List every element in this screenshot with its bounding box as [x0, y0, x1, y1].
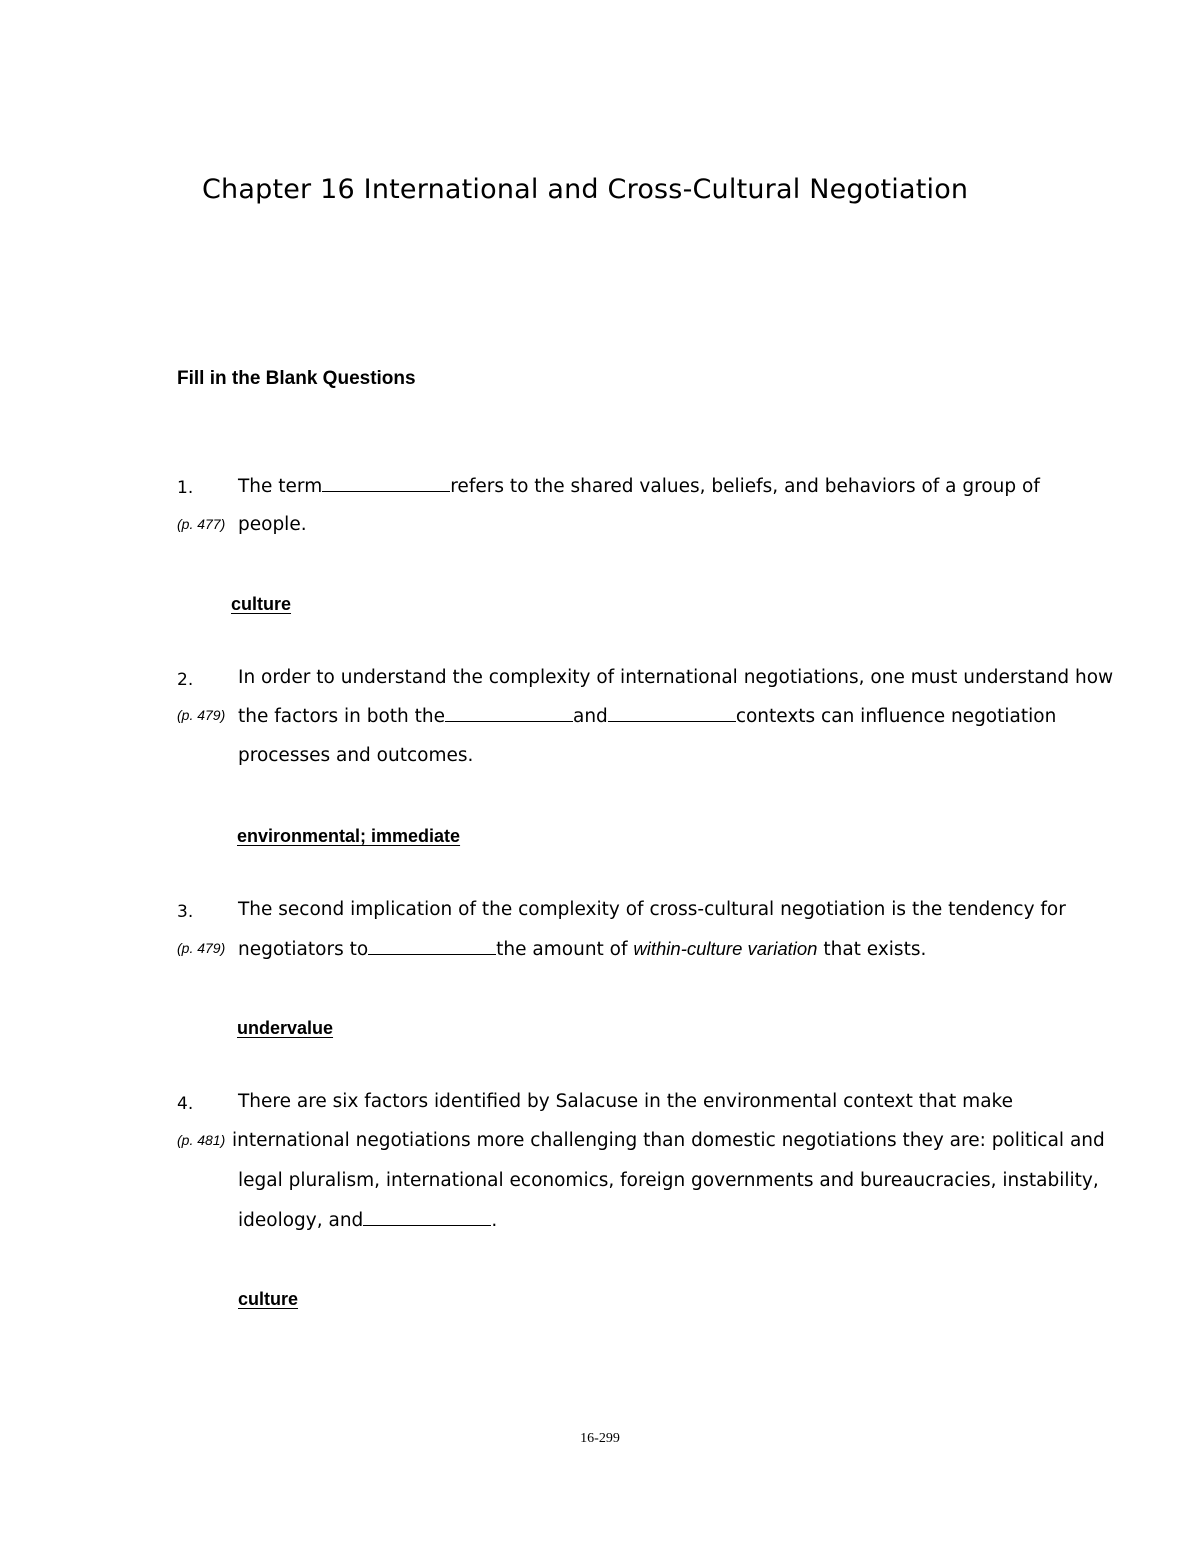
question-number: 2.: [177, 670, 194, 690]
answer-text: environmental; immediate: [237, 826, 461, 846]
page-reference: (p. 481): [177, 1132, 226, 1148]
answer-text: culture: [231, 594, 292, 614]
answer-text: culture: [238, 1289, 299, 1309]
question-text-line: processes and outcomes.: [238, 745, 474, 766]
page-reference: (p. 479): [177, 707, 226, 723]
page-number: 16-299: [580, 1431, 620, 1446]
question-text-line: negotiators to the amount of within-culture variation that exists.: [238, 938, 927, 960]
question-text-line: There are six factors identified by Salacuse in the environmental context that make: [238, 1091, 1013, 1112]
question-number: 4.: [177, 1094, 194, 1114]
question-text-line: In order to understand the complexity of international negotiations, one must understand how: [238, 667, 1114, 688]
answer-blank: [322, 475, 450, 492]
answer-blank: [608, 705, 736, 722]
section-heading: Fill in the Blank Questions: [177, 368, 416, 389]
page-reference: (p. 477): [177, 516, 226, 532]
answer-text: undervalue: [237, 1018, 334, 1038]
answer-blank: [368, 938, 496, 955]
page-title: Chapter 16 International and Cross-Cultural Negotiation: [202, 174, 969, 205]
question-number: 1.: [177, 478, 194, 498]
question-number: 3.: [177, 902, 194, 922]
question-text-line: ideology, and .: [238, 1210, 498, 1231]
answer-blank: [363, 1209, 491, 1226]
question-text-line: The term refers to the shared values, beliefs, and behaviors of a group of: [238, 476, 1040, 497]
question-text-line: The second implication of the complexity of cross-cultural negotiation is the tendency for: [238, 899, 1066, 920]
answer-blank: [445, 705, 573, 722]
question-text-line: international negotiations more challenging than domestic negotiations they are: political and: [232, 1130, 1105, 1151]
page-reference: (p. 479): [177, 940, 226, 956]
question-text-line: people.: [238, 514, 307, 535]
question-text-line: legal pluralism, international economics, foreign governments and bureaucracies, instability,: [238, 1170, 1099, 1191]
question-text-line: the factors in both the and contexts can influence negotiation: [238, 706, 1057, 727]
